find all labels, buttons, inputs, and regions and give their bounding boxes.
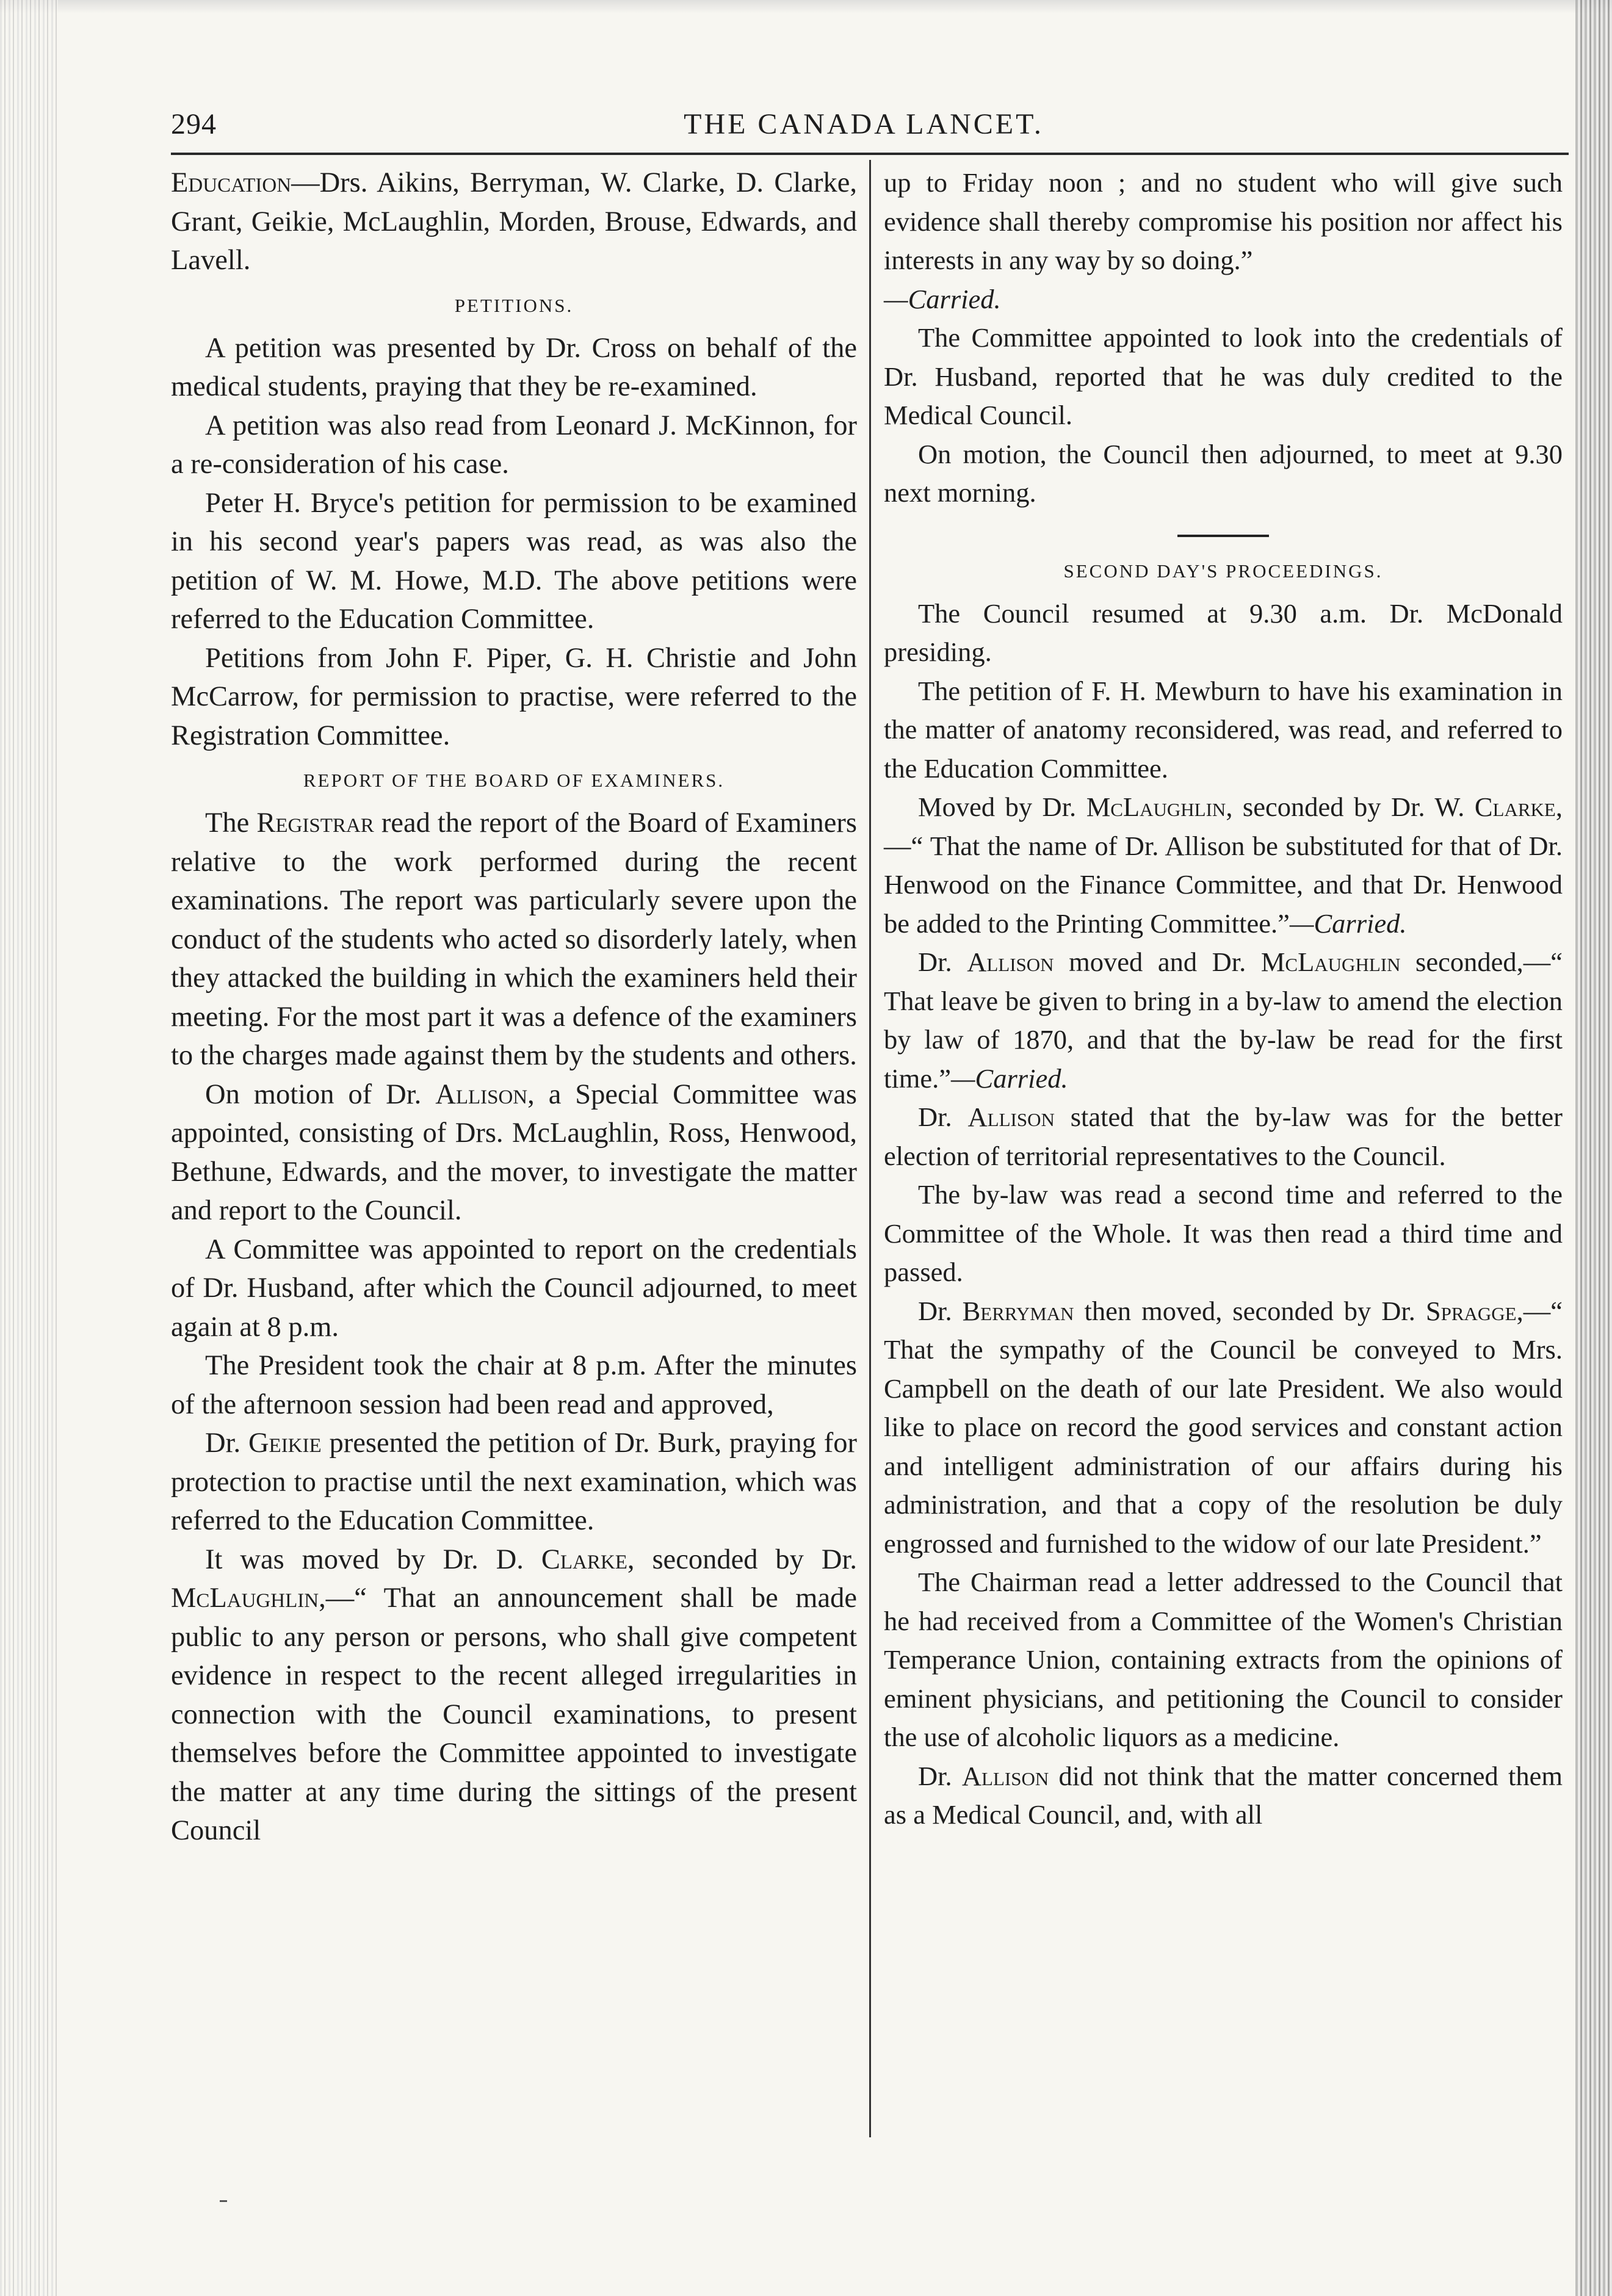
carried-label: —Carried. <box>1289 908 1407 939</box>
motion-mid: , seconded by Dr. <box>627 1543 858 1575</box>
education-text: —Drs. Aikins, Berryman, W. Clarke, D. Clarke, Grant, Geikie, McLaughlin, Morden, Brouse, Edwards, and Lavell. <box>171 167 857 276</box>
scan-shadow-right <box>1575 0 1612 2296</box>
sympathy-mid: then moved, seconded by Dr. <box>1074 1295 1426 1326</box>
finance-mid: , seconded by Dr. W. <box>1226 792 1475 822</box>
allison-name: Allison <box>967 1102 1055 1132</box>
mclaughlin-name: McLaughlin <box>171 1583 319 1614</box>
motion-continued-paragraph <box>884 164 1563 319</box>
president-paragraph: The President took the chair at 8 p.m. After the minutes of the afternoon session had been read and approved, <box>171 1350 857 1420</box>
mclaughlin-name: McLaughlin <box>1260 947 1401 977</box>
allison-name: Allison <box>435 1078 528 1110</box>
clarke-name: Clarke <box>541 1543 627 1575</box>
left-column <box>171 164 857 1850</box>
bylaw-purpose-pre: Dr. <box>918 1102 968 1132</box>
motion-continued-text: up to Friday noon ; and no student who will give such evidence shall thereby compromise his position nor affect his interests in any way by so doing.” <box>884 167 1563 275</box>
bylaw-pre: Dr. <box>918 947 967 977</box>
petitions-heading: PETITIONS. <box>454 294 574 316</box>
bylaw-purpose-post: stated that the by-law was for the better election of territorial representatives to the Council. <box>884 1102 1563 1171</box>
allison-reply-post: did not think that the matter concerned them as a Medical Council, and, with all <box>884 1760 1563 1830</box>
finance-post: ,—“ That the name of Dr. Allison be substituted for that of Dr. Henwood on the Finance Committee, and that Dr. Henwood be added to the Printing Committee.” <box>884 792 1563 939</box>
mclaughlin-name: McLaughlin <box>1086 792 1226 822</box>
motion-post: ,—“ That an announcement shall be made public to any person or persons, who shall give competent evidence in respect to the recent alleged irregularities in connection with the Council examinations, to present themselves before the Committee appointed to investigate the matter at any time during the sittings of the present Council <box>171 1583 857 1846</box>
sympathy-post: ,—“ That the sympathy of the Council be conveyed to Mrs. Campbell on the death of our late President. We also would like to place on record the good services and constant action and intelligent administration of our affairs during his administration, and that a copy of the resolution be duly engrossed and furnished to the widow of our late President.” <box>884 1295 1563 1559</box>
motion-paragraph <box>171 1540 857 1850</box>
clarke-name: Clarke <box>1474 792 1556 822</box>
carried-label: —Carried. <box>950 1063 1068 1094</box>
petition-paragraph: A petition was presented by Dr. Cross on behalf of the medical students, praying that they be re-examined. <box>171 332 857 402</box>
petition-paragraph: Peter H. Bryce's petition for permission to be examined in his second year's papers was read, as was also the petition of W. M. Howe, M.D. The above petitions were referred to the Education Committee. <box>171 487 857 635</box>
report-heading: REPORT OF THE BOARD OF EXAMINERS. <box>303 770 725 791</box>
credentials-paragraph: The Committee appointed to look into the credentials of Dr. Husband, reported that he was duly credited to the Medical Council. <box>884 322 1563 430</box>
second-day-heading: SECOND DAY'S PROCEEDINGS. <box>1063 560 1383 582</box>
print-mark <box>220 2200 227 2202</box>
scan-shadow-left <box>0 0 58 2296</box>
page-number: 294 <box>171 108 217 140</box>
geikie-name: Geikie <box>248 1428 322 1459</box>
report-pre: The <box>205 807 257 839</box>
temperance-paragraph: The Chairman read a letter addressed to the Council that he had received from a Committee of the Women's Christian Temperance Union, containing extracts from the opinions of eminent physicians, and petitioning the Council to consider the use of alcoholic liquors as a medicine. <box>884 1567 1563 1752</box>
sympathy-pre: Dr. <box>918 1295 963 1326</box>
right-column <box>884 164 1563 1835</box>
registrar-name: Registrar <box>256 807 374 839</box>
education-label: Education <box>171 167 292 198</box>
geikie-paragraph <box>171 1424 857 1540</box>
special-committee-post: , a Special Committee was appointed, consisting of Drs. McLaughlin, Ross, Henwood, Bethune, Edwards, and the mover, to investigate the matter and report to the Council. <box>171 1078 857 1226</box>
spragge-name: Spragge <box>1425 1295 1517 1326</box>
bylaw-purpose-paragraph <box>884 1098 1563 1175</box>
finance-paragraph <box>884 788 1563 943</box>
education-committee-paragraph <box>171 164 857 280</box>
section-rule <box>1177 535 1269 537</box>
mewburn-paragraph: The petition of F. H. Mewburn to have his examination in the matter of anatomy reconsidered, was read, and referred to the Education Committee. <box>884 675 1563 784</box>
report-post: read the report of the Board of Examiners relative to the work performed during the recent examinations. The report was particularly severe upon the conduct of the students who acted so disorderly lately, when they attacked the building in which the examiners held their meeting. For the most part it was a defence of the examiners to the charges made against them by the students and others. <box>171 807 857 1071</box>
finance-pre: Moved by Dr. <box>918 792 1086 822</box>
special-committee-pre: On motion of Dr. <box>205 1078 436 1110</box>
allison-reply-paragraph <box>884 1757 1563 1835</box>
allison-name: Allison <box>967 947 1054 977</box>
berryman-name: Berryman <box>962 1295 1074 1326</box>
scan-shadow-top <box>0 0 1612 13</box>
special-committee-paragraph <box>171 1075 857 1230</box>
column-divider <box>869 160 871 2137</box>
carried-label: —Carried. <box>884 283 1001 314</box>
bylaw-paragraph <box>884 943 1563 1098</box>
resumed-paragraph: The Council resumed at 9.30 a.m. Dr. McDonald presiding. <box>884 597 1563 667</box>
petition-paragraph: Petitions from John F. Piper, G. H. Christie and John McCarrow, for permission to practise, were referred to the Registration Committee. <box>171 642 857 751</box>
page-header <box>171 103 1556 151</box>
adjourned-paragraph: On motion, the Council then adjourned, to meet at 9.30 next morning. <box>884 438 1563 508</box>
bylaw-read-paragraph: The by-law was read a second time and referred to the Committee of the Whole. It was then read a third time and passed. <box>884 1179 1563 1287</box>
bylaw-mid: moved and Dr. <box>1054 947 1261 977</box>
allison-reply-pre: Dr. <box>918 1760 962 1791</box>
geikie-pre: Dr. <box>205 1428 248 1459</box>
journal-title: THE CANADA LANCET. <box>684 108 1044 140</box>
header-rule <box>171 153 1569 155</box>
sympathy-paragraph <box>884 1292 1563 1564</box>
report-paragraph <box>171 804 857 1075</box>
motion-pre: It was moved by Dr. D. <box>205 1543 541 1575</box>
petition-paragraph: A petition was also read from Leonard J. McKinnon, for a re-consideration of his case. <box>171 410 857 480</box>
bylaw-post: seconded,—“ That leave be given to bring in a by-law to amend the election by law of 1870, and that the by-law be read for the first time.” <box>884 947 1563 1094</box>
allison-name: Allison <box>961 1760 1049 1791</box>
husband-committee-paragraph: A Committee was appointed to report on the credentials of Dr. Husband, after which the Council adjourned, to meet again at 8 p.m. <box>171 1233 857 1343</box>
geikie-post: presented the petition of Dr. Burk, praying for protection to practise until the next examination, which was referred to the Education Committee. <box>171 1428 858 1536</box>
